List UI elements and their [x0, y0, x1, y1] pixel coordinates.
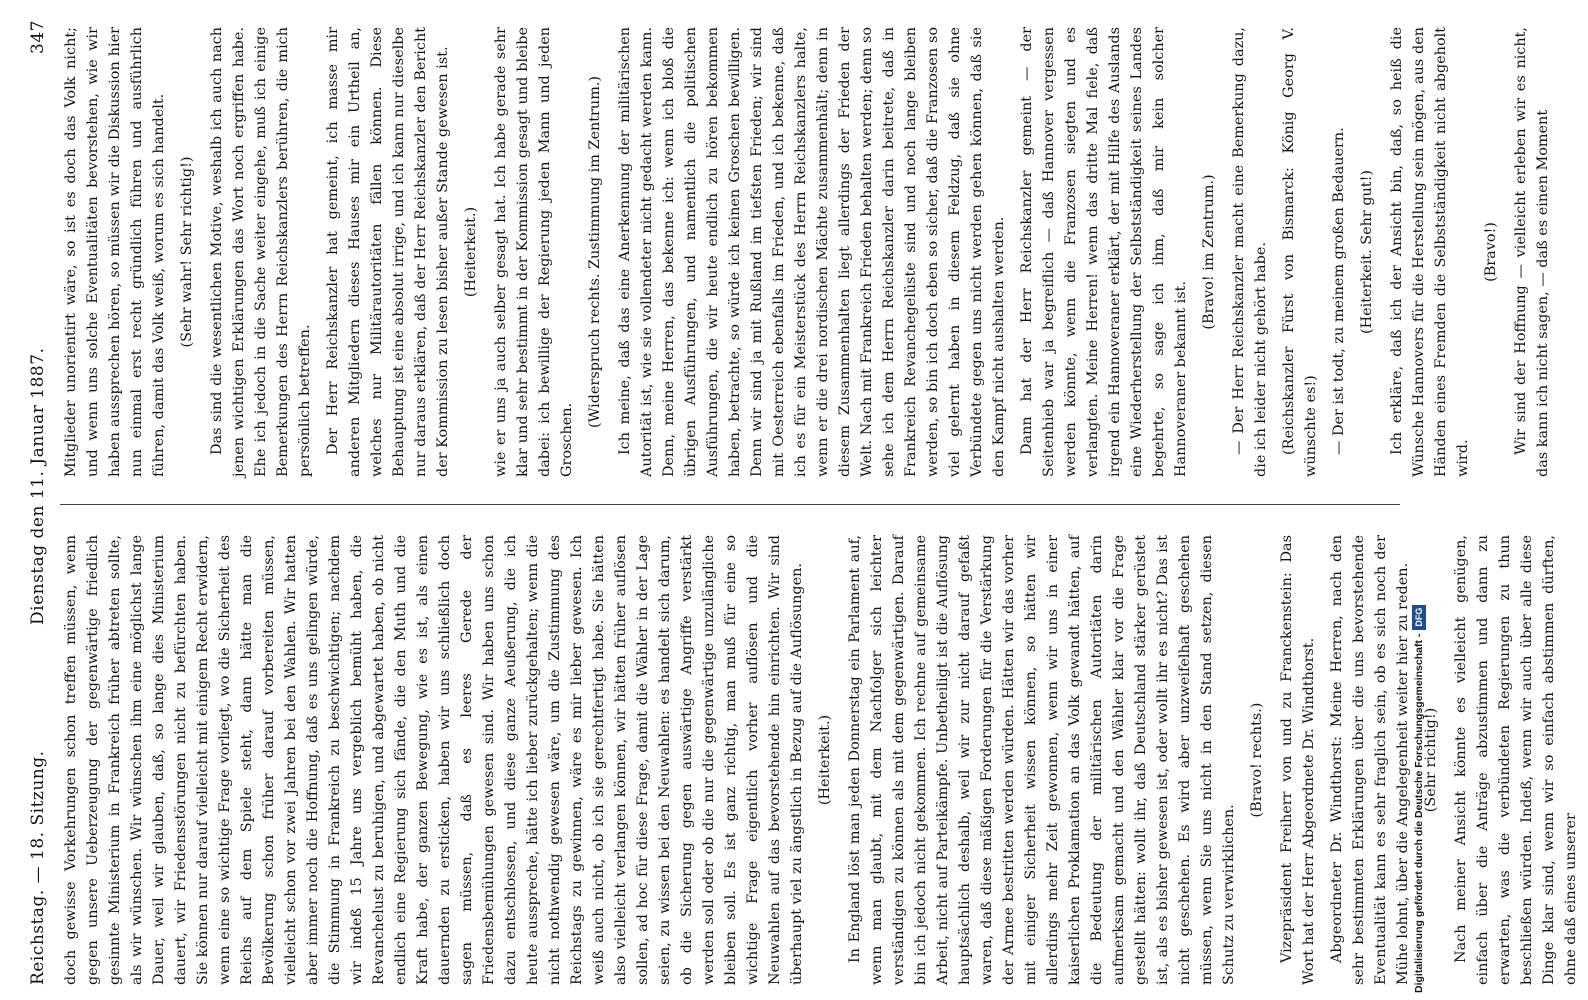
header-date: Dienstag den 11. Januar 1887. — [28, 347, 48, 625]
interjection: (Sehr richtig!) — [1423, 707, 1439, 813]
paragraph: doch gewisse Vorkehrungen schon treffen müssen, wenn gegen unsere Ueberzeugung der gegenwärtige friedlich gesinnte Ministerium in Frankreich früher abtreten sollte, als wir wünschen. Wir wünschen ihm eine möglichst lange Dauer, weil wir glauben, daß, so lange dies Ministerium dauert, wir Friedensstörungen nicht zu befürchten haben. Sie können nur darauf vielleicht mit einigem Recht erwidern, wenn eine so wichtige Frage vorliegt, wo die Sicherheit des Reichs auf dem Spiele steht, dann hätte man die Bevölkerung schon früher darauf vorbereiten müssen, vielleicht schon vor zwei Jahren bei den Wahlen. Wir hatten aber immer noch die Hoffnung, daß es uns gelingen würde, die Stimmung in Frankreich zu beschwichtigen; nachdem wir indeß 15 Jahre uns vergeblich bemüht haben, die Revanchelust zu beruhigen, und abgewartet haben, ob nicht endlich eine Regierung sich fände, die den Muth und die Kraft habe, der ganzen Bewegung, wie es ist, als einen dauernden zu ersticken, haben wir uns schließlich doch sagen müssen, daß es leeres Gerede der Friedensbemühungen gewesen sind. Wir haben uns schon dazu entschlossen, und diese ganze Aeußerung, die ich heute ausspreche, hätte ich lieber zurückgehalten; wenn die nicht nothwendig gewesen wäre, um die Zustimmung des Reichstags zu gewinnen, wäre es mir lieber gewesen. Ich weiß auch nicht, ob ich sie gerechtfertigt habe. Sie hätten also vielleicht verlangen können, wir hätten früher auflösen sollen, ad hoc für diese Frage, damit die Wähler in der Lage seien, zu wissen bei den Neuwahlen: es handelt sich darum, ob die Sicherung gegen auswärtige Angriffe verstärkt werden soll oder ob die nur die gegenwärtige unzulängliche bleiben soll. Es ist ganz richtig, man muß für eine so wichtige Frage eigentlich vorher auflösen und die Neuwahlen auf das bevorstehende hin einrichten. Wir sind überhaupt viel zu ängstlich in Bezug auf die Auflösungen. — [63, 535, 805, 985]
interjection: (Heiterkeit. Sehr gut!) — [1359, 170, 1375, 334]
paragraph: Dann hat der Herr Reichskanzler gemeint — der Seitenhieb war ja begreiflich — daß Hannover vergessen werden könnte, wenn die Franzosen siegten und es verlangten. Meine Herren! wenn das dritte Mal fiele, daß irgend ein Hannoveraner erklärt, der mit Hilfe des Auslands eine Wiederherstellung der Selbstständigkeit seines Landes begehrte, so sage ich ihm, daß mir kein solcher Hannoveraner bekannt ist. — [1019, 27, 1189, 477]
paragraph: wie er uns ja auch selber gesagt hat. Ich habe gerade sehr klar und sehr bestimmt in der Kommission gesagt und bleibe dabei: ich bewillige der Regierung jeden Mann und jeden Groschen. — [493, 27, 575, 477]
speaker-paragraph: Vizepräsident Freiherr von und zu Franckenstein: Das Wort hat der Herr Abgeordnete Dr. Windthorst. — [1279, 535, 1317, 985]
paragraph: — Der Herr Reichskanzler macht eine Bemerkung dazu, die ich leider nicht gehört habe. — [1231, 27, 1269, 477]
interjection: (Bravo!) — [1483, 222, 1499, 282]
paragraph: Ich meine, daß das eine Anerkennung der militärischen Autorität ist, wie sie vollendeter nicht gedacht werden kann. Denn, meine Herren, das bekenne ich: wenn ich bloß die übrigen Ausführungen, und namentlich die politischen Ausführungen, die wir heute endlich zu hören bekommen haben, betrachte, so würde ich keinen Groschen bewilligen. Denn wir sind ja mit Rußland im tiefsten Frieden; wir sind mit Oesterreich ebenfalls im Frieden, und ich bekenne, daß ich es für ein Meisterstück des Herrn Reichskanzlers halte, wenn er die drei nordischen Mächte zusammenhält; denn in diesem Zusammenhalten liegt allerdings der Frieden der Welt. Nach mit Frankreich Frieden behalten werden; denn so sehe ich dem Herrn Reichskanzler darin beitrete, daß in Frankreich Revanchegelüste sind und noch lange bleiben werden, so bin ich doch eben so sicher, daß die Franzosen so viel gelernt haben in diesem Feldzug, daß sie ohne Verbündete gegen uns nicht werden gehen können, daß sie den Kampf nicht aushalten werden. — [617, 27, 1007, 477]
interjection: (Bravo! im Zentrum.) — [1201, 174, 1217, 330]
digitization-credit — [1404, 8, 1426, 993]
paragraph: Nach meiner Ansicht könnte es vielleicht genügen, einfach über die Anträge abzustimmen und dann zu erwarten, was die verbündeten Regierungen zu thun beschließen würden. Indeß, wenn wir auch über alle diese Dinge klar sind, wenn wir so einfach abstimmen dürften, ohne daß eines unserer — [1453, 535, 1579, 985]
text-column-right — [60, 27, 1560, 477]
interjection: (Heiterkeit.) — [817, 714, 833, 806]
paragraph: — Der ist todt, zu meinem großen Bedauern. — [1331, 127, 1347, 455]
speaker-paragraph: Abgeordneter Dr. Windthorst: Meine Herren, nach den sehr bestimmten Erklärungen über die uns bevorstehende Eventualität kann es sehr fraglich sein, ob es sich noch der Mühe lohnt, über die Angelegenheit weiter hier zu reden. — [1329, 535, 1411, 985]
paragraph: Der Herr Reichskanzler hat gemeint, ich masse mir anderen Mitgliedern dieses Hauses mir ein Urtheil an, welches nur Militärautoritäten fällen können. Diese Behauptung ist eine absolut irrige, und ich kann nur dieselbe nur daraus erklären, daß der Herr Reichskanzler den Bericht der Kommission zu lesen bisher außer Stande gewesen ist. — [325, 27, 451, 477]
paragraph: (Reichskanzler Fürst von Bismarck: König Georg V. wünschte es!) — [1281, 27, 1319, 477]
paragraph: Das sind die wesentlichen Motive, weshalb ich auch nach jenen wichtigen Erklärungen das Wort noch ergriffen habe. Ehe ich jedoch in die Sache weiter eingehe, muß ich einige Bemerkungen des Herrn Reichskanzlers berühren, die mich persönlich betreffen. — [209, 27, 313, 477]
header-left: Reichstag. — 18. Sitzung. — [28, 750, 48, 985]
interjection: (Widerspruch rechts. Zustimmung im Zentrum.) — [587, 75, 603, 429]
paragraph: In England löst man jeden Donnerstag ein Parlament auf, wenn man glaubt, mit dem Nachfolger sich leichter verständigen zu können als mit dem gegenwärtigen. Darauf bin ich jedoch nicht gekommen. Ich rechne auf gemeinsame Arbeit, nicht auf Parteikämpfe. Unbetheiligt ist die Auflösung hauptsächlich deshalb, weil wir zur nicht darauf gefaßt waren, daß diese mäßigen Forderungen für die Verstärkung der Armee bestritten werden würden. Hätten wir das vorher mit einiger Sicherheit wissen können, so hätten wir allerdings mehr Zeit gewonnen, wenn wir uns in einer kaiserlichen Proklamation an das Volk gewandt hätten, auf die Bedeutung der militärischen Autoritäten darin aufmerksam gemacht und den Wähler klar vor die Frage gestellt hätten: wollt ihr, daß Deutschland stärker gerüstet ist, als es bisher gewesen ist, oder wollt ihr es nicht? Das ist nicht geschehen. Es wird aber unzweifelhaft geschehen müssen, wenn Sie uns nicht in den Stand setzen, diesen Schutz zu verwirklichen. — [847, 535, 1237, 985]
page-number: 347 — [28, 20, 48, 54]
credit-text: Digitalisierung gefördert durch die Deutsche Forschungsgemeinschaft - — [1413, 633, 1425, 993]
interjection: (Bravo! rechts.) — [1249, 702, 1265, 818]
text-column-left — [60, 535, 1588, 985]
paragraph: Wir sind der Hoffnung — vielleicht erleben wir es nicht, das kann ich nicht sagen, — daß es einen Moment — [1513, 27, 1551, 477]
interjection: (Sehr wahr! Sehr richtig!) — [179, 156, 195, 348]
page-header — [28, 20, 54, 985]
column-divider — [60, 504, 1400, 505]
dfg-logo: DFG — [1412, 605, 1426, 630]
paragraph: Mitglieder unorientirt wäre, so ist es doch das Volk nicht; und wenn uns solche Eventualitäten bevorstehen, wie wir haben aussprechen hören, so müssen wir die Diskussion hier nun einmal erst recht gründlich führen und ausführlich führen, damit das Volk weiß, worum es sich handelt. — [63, 27, 167, 477]
paragraph: Ich erkläre, daß ich der Ansicht bin, daß, so heiß die Wünsche Hannovers für die Herstellung sein mögen, aus den Händen eines Fremden die Selbstständigkeit nicht abgeholt wird. — [1389, 27, 1471, 477]
interjection: (Heiterkeit.) — [463, 206, 479, 298]
